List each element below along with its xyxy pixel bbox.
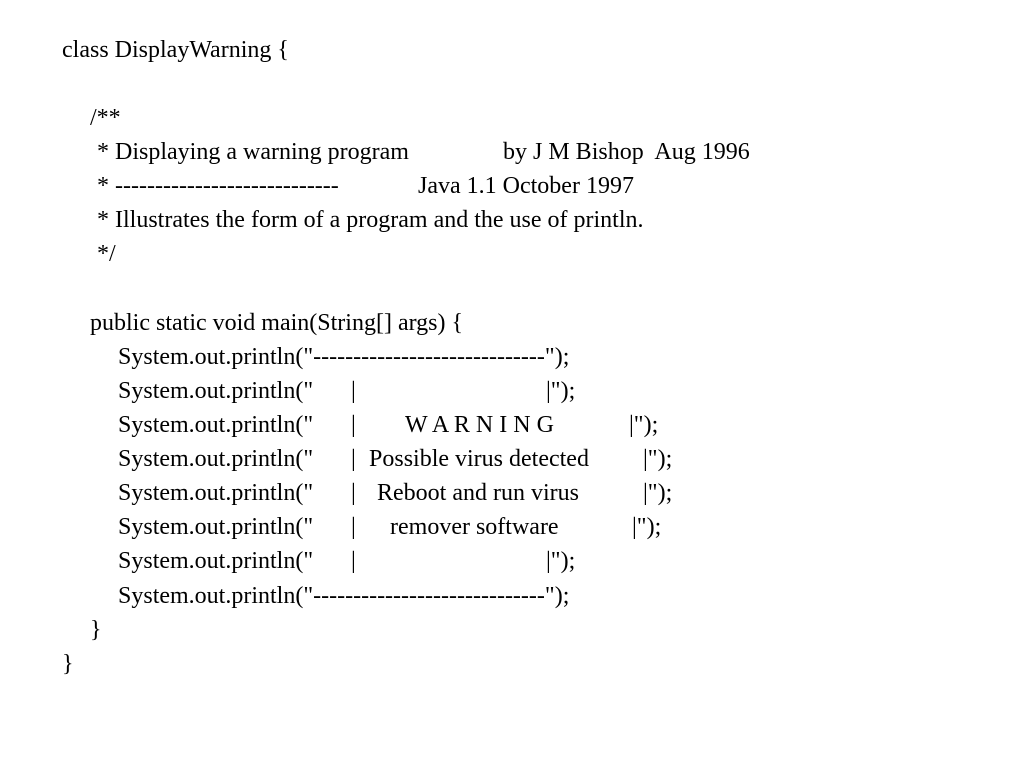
box-bar-left: | [351,548,356,574]
class-declaration: class DisplayWarning { [62,37,289,63]
println-suffix: |"); [546,548,576,574]
comment-line-1 [0,138,1024,166]
message-virus-detected: Possible virus detected [369,446,589,472]
println-suffix: |"); [546,378,576,404]
println-border-bottom: System.out.println("-----------------------------"); [118,583,570,609]
class-close: } [62,651,74,677]
message-remover-software: remover software [390,514,559,540]
main-method-close: } [90,617,102,643]
println-prefix: System.out.println(" [118,446,314,472]
message-warning: W A R N I N G [405,412,554,438]
println-suffix: |"); [643,446,673,472]
box-bar-left: | [351,480,356,506]
message-reboot: Reboot and run virus [377,480,579,506]
comment-open: /** [90,105,121,131]
comment-line-2-dashes: * ---------------------------- [97,173,339,199]
box-bar-left: | [351,378,356,404]
println-prefix: System.out.println(" [118,514,314,540]
comment-line-1-author: by J M Bishop Aug 1996 [503,139,750,165]
comment-line-1-text: * Displaying a warning program [97,139,409,165]
println-suffix: |"); [632,514,662,540]
box-bar-left: | [351,412,356,438]
println-prefix: System.out.println(" [118,480,314,506]
comment-line-2-version: Java 1.1 October 1997 [418,173,634,199]
println-suffix: |"); [643,480,673,506]
println-suffix: |"); [629,412,659,438]
box-bar-left: | [351,514,356,540]
comment-close: */ [97,241,116,267]
println-border-top: System.out.println("-----------------------------"); [118,344,570,370]
println-warning [0,411,1024,439]
comment-line-3: * Illustrates the form of a program and the use of println. [97,207,644,233]
println-reboot [0,479,1024,507]
println-remover [0,513,1024,541]
println-prefix: System.out.println(" [118,548,314,574]
println-prefix: System.out.println(" [118,412,314,438]
println-prefix: System.out.println(" [118,378,314,404]
main-method-declaration: public static void main(String[] args) { [90,310,464,336]
println-blank-1 [0,377,1024,405]
println-blank-2 [0,547,1024,575]
box-bar-left: | [351,446,356,472]
println-virus [0,445,1024,473]
comment-line-2 [0,172,1024,200]
